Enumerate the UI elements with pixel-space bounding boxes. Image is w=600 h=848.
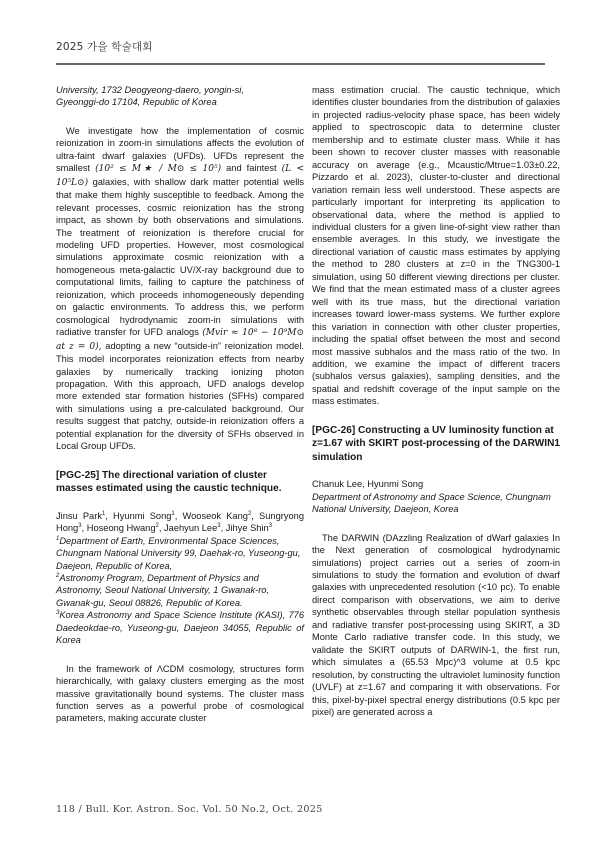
left-column (56, 84, 304, 725)
affiliation-3: $^3$Korea Astronomy and Space Science Institute (KASI), 776 Daedeokdae-ro, Yuseong-gu, Daejeon 34055, Republic of Korea (56, 610, 304, 646)
affiliation-1: $^1$Department of Earth, Environmental Space Sciences, Chungnam National University 99, Daehak-ro, Yuseong-gu, Daejeon, Republic of Korea, (56, 535, 301, 571)
author: Hyunmi Song$^1$, (113, 510, 183, 521)
author: Jihye Shin$^3$ (225, 523, 273, 534)
authors-pgc26: Chanuk Lee, Hyunmi Song (312, 479, 424, 490)
authors-pgc25 (56, 510, 304, 535)
affiliation-continued: University, 1732 Deogyeong-daero, yongin-si, Gyeonggi-do 17104, Republic of Korea (56, 85, 244, 108)
abstract-text: We investigate how the implementation of cosmic reionization in zoom-in simulations affects the evolution of ultra-faint dwarf galaxies (UFDs). UFDs represent the smallest (56, 125, 304, 174)
abstract-reionization-ufd (56, 125, 304, 453)
author: Jaehyun Lee$^3$, (164, 523, 226, 534)
right-column (312, 84, 560, 718)
affiliation-2: $^2$Astronomy Program, Department of Physics and Astronomy, Seoul National University, 1 Gwanak-ro, Gwanak-gu, Seoul 08826, Republic of Korea. (56, 572, 270, 608)
math-virial-mass-range: (Mvir ≈ 10⁸ − 10⁹M⊙ at z = 0), (56, 328, 304, 352)
author: Hoseong Hwang$^2$, (86, 523, 165, 534)
affiliation-pgc26: Department of Astronomy and Space Science, Chungnam National University, Daejeon, Korea (312, 491, 551, 515)
page-footer-citation: 118 / Bull. Kor. Astron. Soc. Vol. 50 No.2, Oct. 2025 (56, 804, 323, 815)
conference-title: 2025 가을 학술대회 (56, 41, 153, 53)
abstract-pgc25-start: In the framework of ΛCDM cosmology, structures form hierarchically, with galaxy clusters emerging as the most massive gravitationally bound systems. The cluster mass function serves as a powerful probe of cosmological parameters, making accurate cluster (56, 663, 304, 724)
header-divider (56, 63, 545, 65)
abstract-title-pgc26: [PGC-26] Constructing a UV luminosity function at z=1.67 with SKIRT post-processing of the DARWIN1 simulation (312, 424, 560, 463)
abstract-pgc26-start: The DARWIN (DAzzling Realization of dWarf galaxies In the Next generation of cosmological hydrodynamic simulations) project carries out a series of zoom-in simulations to study the formation and evolution of dwarf galaxies with unprecedented resolution (<10 pc). To enable direct comparison with observations, we aim to derive synthetic observables through stellar population synthesis and radiative transfer post-processing using SKIRT, a 3D Monte Carlo radiative transfer code. In this study, we validate the SKIRT outputs of DARWIN-1, the first run, which simulates a (65.53 Mpc)^3 volume at 0.5 kpc resolution, by constructing the ultraviolet luminosity function (UVLF) at z=1.67 and comparing it with observations. For this, pixel-by-pixel spectral energy distributions (0.5 kpc per pixel) are generated across a (312, 532, 560, 717)
math-stellar-mass-range: (10² ≤ M★ / M⊙ ≤ 10⁵) (95, 164, 222, 175)
abstract-pgc25-continued: mass estimation crucial. The caustic technique, which identifies cluster boundaries from the distribution of galaxies in projected radius-velocity phase space, has been widely applied to spectroscopic data to determine cluster membership and to estimate cluster mass. While it has been shown to recover cluster masses with reasonable accuracy on average (e.g., Mcaustic/Mtrue=1.03±0.22, Pizzardo et al. 2023), cluster-to-cluster and directional variation remain less well understood. These aspects are particularly important for interpreting its application to observational data, where the method is applied to individual clusters for a given line-of-sight view rather than ensemble averages. In this study, we investigate the directional variation of caustic mass estimates by applying the method to 280 clusters at z=0 in the TNG300-1 simulation, using 50 different viewing directions per cluster. We find that the mean estimated mass of a cluster agrees well with its true mass, but the directional variation increases toward lower-mass systems. We further explore this variation in connection with other cluster properties, including the spatial offset between the most and second most massive subhalos and the mass ratio of the two. In addition, we examine the impact of different tracers (subhalos versus galaxies), sampling densities, and the spatial and redshift coverage of the input sample on the mass estimates. (312, 85, 560, 407)
math-luminosity-limit: (L < 10⁵L⊙) (56, 164, 305, 188)
author: Jinsu Park$^1$, (56, 510, 114, 521)
abstract-text: adopting a new “outside-in” reionization model. This model incorporates reionization effects from nearby galaxies by numerically tracking ionizing photon propagation. With this approach, UFD analogs develop more extended star formation histories (SFHs) compared with simulations using a pre-calculated background. Our results suggest that patchy, outside-in reionization offers a potential explanation for the diversity of SFHs observed in Local Group UFDs. (56, 340, 304, 452)
abstract-title-pgc25: [PGC-25] The directional variation of cluster masses estimated using the caustic technique. (56, 469, 282, 495)
abstract-text: galaxies, with shallow dark matter potential wells that make them highly susceptible to feedback. Among the relevant processes, cosmic reionization has the strong impact, as shown by both observations and simulations. The treatment of reionization is therefore crucial for modeling UFD properties. However, most cosmological simulations approximate cosmic reionization with a homogeneous meta-galactic UV/X-ray background due to computational limits, failing to capture the patchiness of reionization, which proceeds inhomogeneously depending on galactic environments. To address this, we perform cosmological hydrodynamic zoom-in simulations with radiative transfer for UFD analogs (56, 176, 304, 338)
running-header (56, 39, 545, 54)
author: Sungryong Hong$^3$, (56, 510, 304, 534)
abstract-text: and faintest (221, 163, 282, 174)
author: Wooseok Kang$^2$, (182, 510, 260, 521)
